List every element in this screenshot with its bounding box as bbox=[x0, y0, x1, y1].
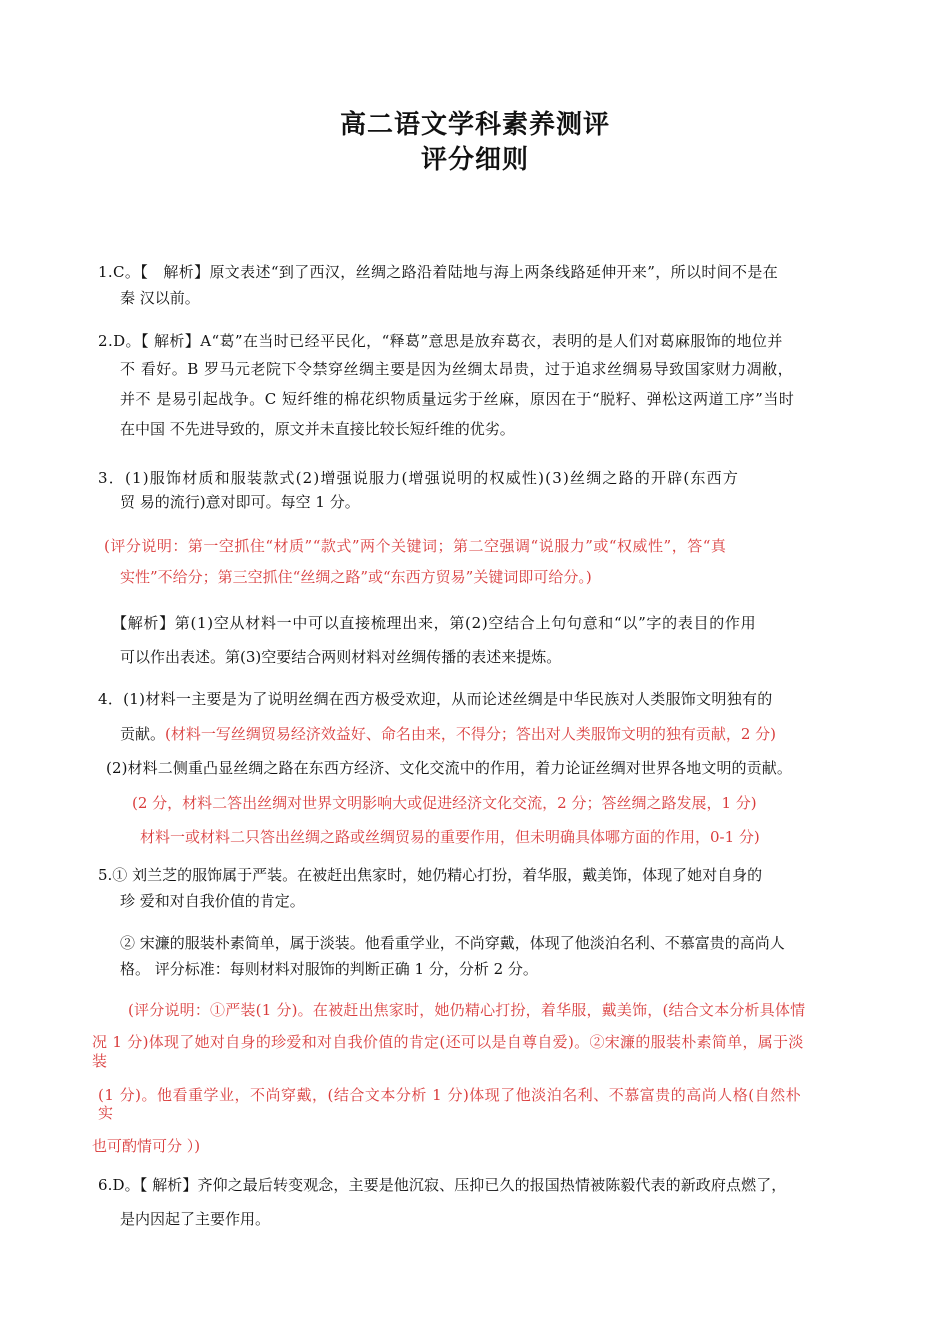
q2-line: 2.D。【 解析】A“葛”在当时已经平民化，“释葛”意思是放弃葛衣，表明的是人们对葛麻服饰的地位并 bbox=[98, 332, 783, 350]
q2-line: 在中国 不先进导致的，原文并未直接比较长短纤维的优劣。 bbox=[120, 420, 515, 438]
doc-title: 高二语文学科素养测评 bbox=[339, 110, 610, 140]
q4-line: 4．(1)材料一主要是为了说明丝绸在西方极受欢迎，从而论述丝绸是中华民族对人类服饰文明独有的 bbox=[98, 690, 773, 708]
q3-scoring-note: (评分说明：第一空抓住“材质”“款式”两个关键词；第二空强调“说服力”或“权威性”，答“真 bbox=[104, 537, 727, 555]
q6-line: 是内因起了主要作用。 bbox=[120, 1210, 271, 1228]
q2-line: 并不 是易引起战争。C 短纤维的棉花织物质量远劣于丝麻，原因在于“脱籽、弹松这两道工序”当时 bbox=[120, 390, 795, 408]
q4-line: (2)材料二侧重凸显丝绸之路在东西方经济、文化交流中的作用，着力论证丝绸对世界各地文明的贡献。 bbox=[106, 759, 792, 777]
q4-scoring-note: 材料一或材料二只答出丝绸之路或丝绸贸易的重要作用，但未明确具体哪方面的作用，0-1 分) bbox=[140, 828, 760, 846]
q3-line: 贸 易的流行)意对即可。每空 1 分。 bbox=[120, 493, 360, 511]
q3-scoring-note: 实性”不给分；第三空抓住“丝绸之路”或“东西方贸易”关键词即可给分。) bbox=[120, 568, 592, 586]
q5-scoring-note: 况 1 分)体现了她对自身的珍爱和对自我价值的肯定(还可以是自尊自爱)。②宋濂的服装朴素简单，属于淡 bbox=[92, 1033, 804, 1051]
q5-line: 5.① 刘兰芝的服饰属于严装。在被赶出焦家时，她仍精心打扮，着华服，戴美饰，体现了她对自身的 bbox=[98, 866, 763, 884]
q5-line: 格。 评分标准：每则材料对服饰的判断正确 1 分，分析 2 分。 bbox=[120, 960, 538, 978]
q2-line: 不 看好。B 罗马元老院下令禁穿丝绸主要是因为丝绸太昂贵，过于追求丝绸易导致国家财力凋敝， bbox=[120, 360, 794, 378]
q4-line bbox=[120, 723, 776, 745]
q5-scoring-note: (1 分)。他看重学业，不尚穿戴，(结合文本分析 1 分)体现了他淡泊名利、不慕富贵的高尚人格(自然朴 bbox=[98, 1086, 802, 1104]
q5-scoring-note: (评分说明：①严装(1 分)。在被赶出焦家时，她仍精心打扮，着华服，戴美饰，(结合文本分析具体情 bbox=[128, 1001, 806, 1019]
q5-scoring-note: 也可酌情可分 ）) bbox=[92, 1137, 201, 1155]
q3-analysis: 【解析】第(1)空从材料一中可以直接梳理出来，第(2)空结合上句句意和“以”字的表目的作用 bbox=[112, 614, 757, 632]
doc-subtitle: 评分细则 bbox=[420, 145, 529, 175]
q4-scoring-note: (材料一写丝绸贸易经济效益好、命名由来，不得分；答出对人类服饰文明的独有贡献，2 分) bbox=[165, 725, 777, 743]
q5-line: ② 宋濂的服装朴素简单，属于淡装。他看重学业，不尚穿戴，体现了他淡泊名利、不慕富贵的高尚人 bbox=[120, 934, 785, 952]
q4-answer-end: 贡献。 bbox=[120, 725, 166, 743]
q5-scoring-note: 实 bbox=[98, 1104, 114, 1122]
q1-line: 1.C。【 解析】原文表述“到了西汉，丝绸之路沿着陆地与海上两条线路延伸开来”，所以时间不是在 bbox=[98, 263, 779, 281]
q5-scoring-note: 装 bbox=[92, 1052, 108, 1070]
q4-scoring-note: (2 分，材料二答出丝绸对世界文明影响大或促进经济文化交流，2 分；答丝绸之路发展，1 分) bbox=[132, 794, 757, 812]
q3-line: 3．(1)服饰材质和服装款式(2)增强说服力(增强说明的权威性)(3)丝绸之路的开辟(东西方 bbox=[98, 469, 740, 487]
q3-analysis: 可以作出表述。第(3)空要结合两则材料对丝绸传播的表述来提炼。 bbox=[120, 648, 562, 666]
q5-line: 珍 爱和对自我价值的肯定。 bbox=[120, 892, 305, 910]
q1-line: 秦 汉以前。 bbox=[120, 289, 200, 307]
q6-line: 6.D。【 解析】齐仰之最后转变观念，主要是他沉寂、压抑已久的报国热情被陈毅代表的新政府点燃了， bbox=[98, 1176, 787, 1194]
